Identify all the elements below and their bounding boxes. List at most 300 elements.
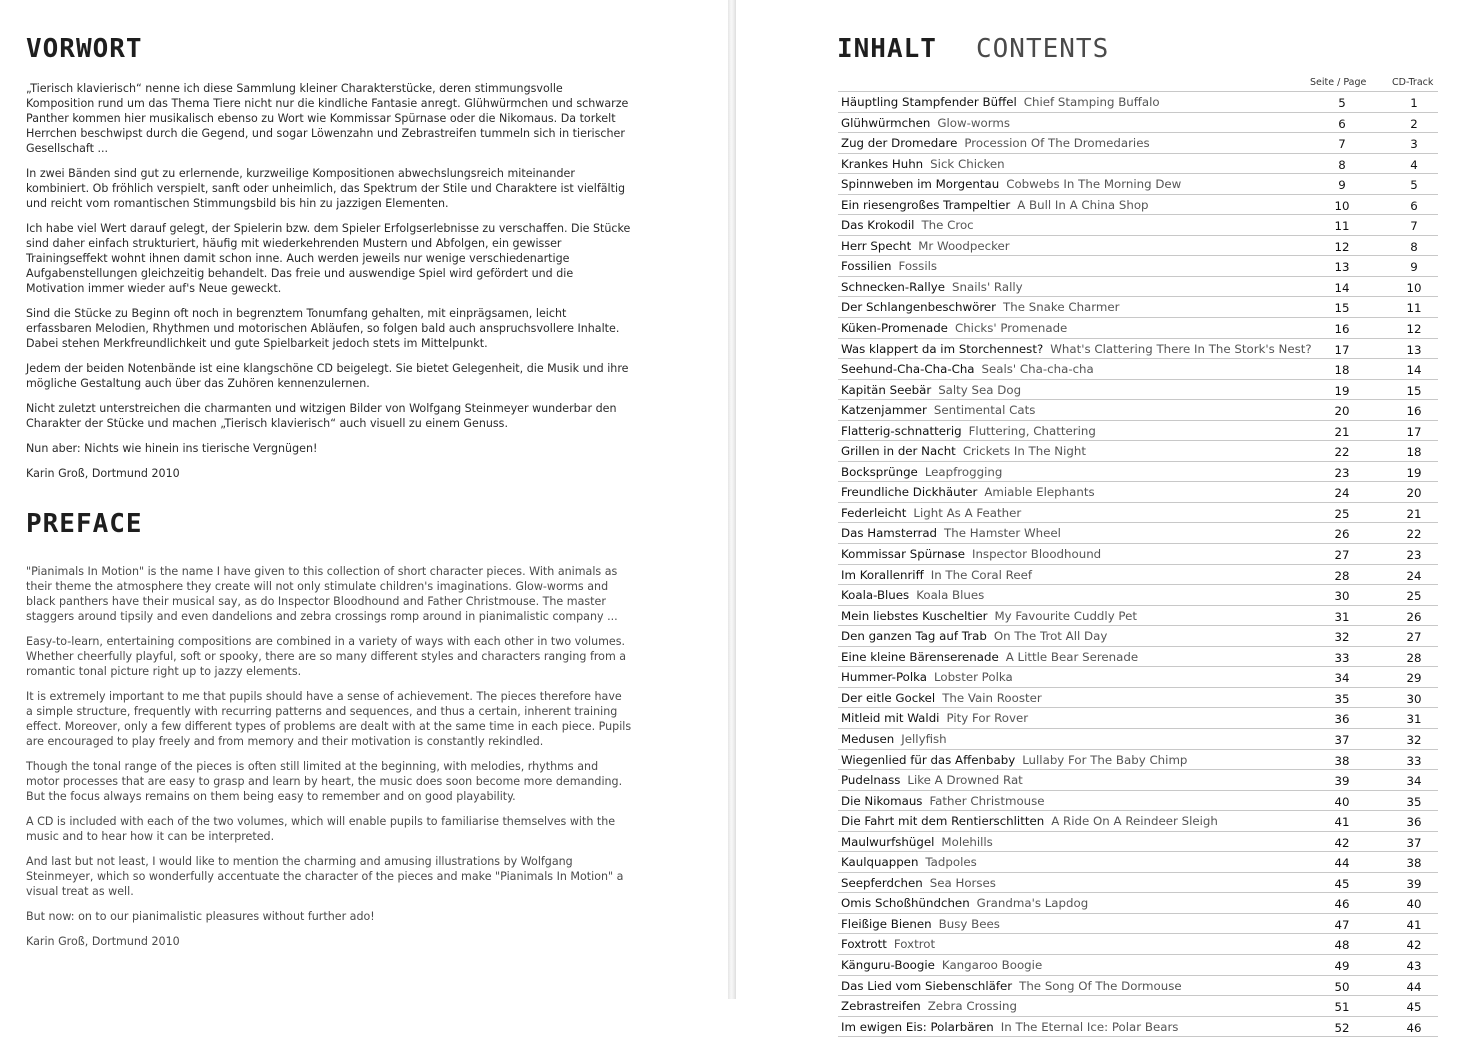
toc-cd-track: 28 (1406, 650, 1422, 665)
toc-page-number: 32 (1334, 630, 1350, 645)
toc-title-de (841, 278, 1023, 297)
toc-title-en: Pity For Rover (946, 711, 1029, 726)
toc-title-de-text: Omis Schoßhündchen (841, 896, 970, 911)
toc-cd-track: 33 (1406, 753, 1422, 768)
toc-title-de-text: Den ganzen Tag auf Trab (841, 629, 987, 644)
toc-title-en: My Favourite Cuddly Pet (994, 608, 1138, 623)
toc-title-en: Crickets In The Night (962, 444, 1086, 459)
toc-row (838, 318, 1438, 339)
toc-page-number: 25 (1334, 506, 1350, 521)
column-header-page: Seite / Page (1310, 77, 1367, 88)
toc-title-de-text: Küken-Promenade (841, 321, 948, 336)
toc-title-en: Jellyfish (901, 731, 947, 746)
toc-title-en: Sick Chicken (930, 156, 1005, 171)
toc-cd-track: 34 (1406, 774, 1422, 789)
toc-title-de-text: Kaulquappen (841, 855, 919, 870)
toc-cd-track: 39 (1406, 876, 1422, 891)
toc-title-de (841, 607, 1137, 626)
toc-title-en: Grandma's Lapdog (976, 896, 1089, 911)
toc-title-de-text: Fleißige Bienen (841, 916, 932, 931)
toc-row (838, 770, 1438, 791)
toc-page-number: 52 (1334, 1020, 1350, 1035)
toc-row (838, 565, 1438, 586)
toc-row (838, 852, 1438, 873)
toc-title-de (841, 422, 1096, 441)
toc-page-number: 47 (1334, 917, 1350, 932)
toc-title-en: Amiable Elephants (984, 485, 1095, 500)
contents-title-en: CONTENTS (976, 34, 1110, 64)
toc-title-de (841, 442, 1086, 461)
toc-title-de (841, 648, 1138, 667)
toc-title-de (841, 977, 1182, 996)
toc-row (838, 893, 1438, 914)
toc-row (838, 236, 1438, 257)
toc-title-de-text: Kapitän Seebär (841, 382, 932, 397)
toc-page-number: 37 (1334, 732, 1350, 747)
toc-title-de-text: Katzenjammer (841, 403, 927, 418)
toc-title-de (841, 1018, 1178, 1037)
toc-title-de-text: Koala-Blues (841, 588, 910, 603)
toc-row (838, 133, 1438, 154)
toc-cd-track: 14 (1406, 363, 1422, 378)
toc-title-de (841, 956, 1042, 975)
toc-cd-track: 24 (1406, 568, 1422, 583)
toc-page-number: 36 (1334, 712, 1350, 727)
toc-row (838, 791, 1438, 812)
toc-page-number: 24 (1334, 486, 1350, 501)
toc-cd-track: 20 (1406, 486, 1422, 501)
toc-row (838, 462, 1438, 483)
toc-page-number: 30 (1334, 589, 1350, 604)
toc-title-en: Molehills (941, 834, 993, 849)
toc-row (838, 503, 1438, 524)
vorwort-paragraph: Jedem der beiden Notenbände ist eine klangschöne CD beigelegt. Sie bietet Gelegenheit, die Musik und ihre mögliche Gestaltung auch über das Zuhören kennenzulernen. (26, 362, 629, 390)
toc-title-de-text: Seehund-Cha-Cha-Cha (841, 362, 975, 377)
toc-page-number: 42 (1334, 835, 1350, 850)
toc-title-de (841, 894, 1088, 913)
toc-title-de (841, 997, 1017, 1016)
contents-table (838, 92, 1438, 1037)
toc-row (838, 297, 1438, 318)
toc-title-de (841, 504, 1021, 523)
toc-row (838, 688, 1438, 709)
toc-cd-track: 15 (1406, 383, 1422, 398)
toc-title-de (841, 874, 996, 893)
toc-row (838, 873, 1438, 894)
vorwort-paragraph: Karin Groß, Dortmund 2010 (26, 467, 180, 480)
toc-title-en: In The Eternal Ice: Polar Bears (1000, 1019, 1179, 1034)
toc-title-de (841, 483, 1095, 502)
toc-row (838, 113, 1438, 134)
toc-title-de (841, 360, 1094, 379)
toc-cd-track: 10 (1406, 280, 1422, 295)
toc-cd-track: 8 (1410, 239, 1418, 254)
toc-title-de (841, 134, 1150, 153)
toc-cd-track: 17 (1406, 424, 1422, 439)
toc-cd-track: 5 (1410, 178, 1418, 193)
preface-paragraph: "Pianimals In Motion" is the name I have given to this collection of short character pieces. With animals as their theme the atmosphere they create will not only stimulate children's imaginations. Glow-worms and black panthers have their musical say, as do Inspector Bloodhound and Father Christmouse. The master staggers around tipsily and even dandelions and zebra crossings romp around in pianimalistic company ... (26, 565, 618, 623)
toc-page-number: 20 (1334, 404, 1350, 419)
toc-title-de (841, 381, 1021, 400)
toc-cd-track: 46 (1406, 1020, 1422, 1035)
toc-cd-track: 41 (1406, 917, 1422, 932)
toc-row (838, 523, 1438, 544)
toc-title-en: Cobwebs In The Morning Dew (1006, 177, 1182, 192)
vorwort-paragraph: In zwei Bänden sind gut zu erlernende, kurzweilige Kompositionen abwechslungsreich miteinander kombiniert. Ob fröhlich verspielt, sanft oder unheimlich, das Spektrum der Stile und Charaktere ist vielfältig und reicht vom romantischen Stimmungsbild bis hin zu jazzigen Elementen. (26, 167, 626, 210)
toc-title-en: Father Christmouse (929, 793, 1045, 808)
vorwort-paragraph: Sind die Stücke zu Beginn oft noch in begrenztem Tonumfang gehalten, mit einprägsamen, leicht erfassbaren Melodien, Rhythmen und motorischen Abläufen, so folgen bald auch anspruchsvollere Inhalte. Dabei stehen Merkfreundlichkeit und gute Spielbarkeit jedoch stets im Mittelpunkt. (26, 307, 620, 350)
toc-row (838, 256, 1438, 277)
toc-title-en: A Little Bear Serenade (1005, 649, 1139, 664)
contents-title-de: INHALT (837, 34, 937, 64)
toc-title-de (841, 812, 1218, 831)
toc-cd-track: 13 (1406, 342, 1422, 357)
toc-title-en: A Bull In A China Shop (1017, 197, 1149, 212)
toc-page-number: 23 (1334, 465, 1350, 480)
toc-row (838, 976, 1438, 997)
toc-row (838, 339, 1438, 360)
toc-cd-track: 40 (1406, 897, 1422, 912)
toc-cd-track: 29 (1406, 671, 1422, 686)
toc-title-de-text: Schnecken-Rallye (841, 279, 946, 294)
toc-title-de-text: Die Fahrt mit dem Rentierschlitten (841, 814, 1045, 829)
toc-page-number: 16 (1334, 322, 1350, 337)
toc-page-number: 19 (1334, 383, 1350, 398)
toc-row (838, 606, 1438, 627)
toc-row (838, 934, 1438, 955)
toc-title-de (841, 216, 974, 235)
toc-cd-track: 19 (1406, 465, 1422, 480)
toc-title-en: Kangaroo Boogie (941, 957, 1043, 972)
toc-row (838, 277, 1438, 298)
toc-row (838, 667, 1438, 688)
vorwort-title: VORWORT (26, 34, 143, 64)
toc-title-de-text: Im Korallenriff (841, 567, 924, 582)
toc-title-de-text: Kommissar Spürnase (841, 547, 965, 562)
toc-title-en: In The Coral Reef (930, 567, 1033, 582)
toc-row (838, 92, 1438, 113)
toc-page-number: 17 (1334, 342, 1350, 357)
toc-title-de-text: Im ewigen Eis: Polarbären (841, 1019, 994, 1034)
toc-row (838, 708, 1438, 729)
toc-row (838, 1017, 1438, 1038)
toc-title-en: Chief Stamping Buffalo (1023, 95, 1160, 109)
toc-cd-track: 36 (1406, 815, 1422, 830)
toc-title-en: The Croc (921, 218, 974, 233)
toc-title-de-text: Fossilien (841, 259, 892, 274)
toc-title-de-text: Das Krokodil (841, 218, 915, 233)
toc-cd-track: 30 (1406, 691, 1422, 706)
toc-cd-track: 11 (1406, 301, 1422, 316)
toc-title-en: Snails' Rally (952, 279, 1023, 294)
toc-title-en: What's Clattering There In The Stork's Nest? (1050, 341, 1312, 356)
toc-title-en: Sentimental Cats (933, 403, 1036, 418)
book-gutter (728, 0, 736, 999)
toc-title-de-text: Federleicht (841, 505, 907, 520)
toc-row (838, 359, 1438, 380)
toc-title-en: Like A Drowned Rat (907, 773, 1023, 788)
toc-cd-track: 27 (1406, 630, 1422, 645)
preface-title: PREFACE (26, 509, 143, 539)
toc-title-de-text: Glühwürmchen (841, 115, 931, 130)
toc-title-de (841, 401, 1035, 420)
toc-title-de (841, 319, 1067, 338)
toc-title-en: The Snake Charmer (1003, 300, 1120, 315)
toc-title-en: Busy Bees (938, 916, 1000, 931)
toc-row (838, 482, 1438, 503)
toc-row (838, 626, 1438, 647)
toc-title-en: On The Trot All Day (993, 629, 1108, 644)
toc-cd-track: 26 (1406, 609, 1422, 624)
toc-page-number: 39 (1334, 774, 1350, 789)
toc-title-en: Leapfrogging (924, 464, 1003, 479)
toc-row (838, 914, 1438, 935)
toc-title-en: Zebra Crossing (927, 999, 1017, 1014)
toc-title-en: Foxtrot (893, 937, 936, 952)
toc-page-number: 15 (1334, 301, 1350, 316)
toc-title-de (841, 257, 937, 276)
toc-row (838, 811, 1438, 832)
toc-title-en: Fluttering, Chattering (968, 423, 1096, 438)
toc-title-de-text: Das Lied vom Siebenschläfer (841, 978, 1013, 993)
toc-title-en: Inspector Bloodhound (971, 547, 1102, 562)
preface-paragraph: It is extremely important to me that pupils should have a sense of achievement. The pieces therefore have a simple structure, frequently with recurring patterns and sequences, and thus a certain, inherent training effect. Moreover, only a few different types of problems are dealt with at the same time in each piece. Pupils are encouraged to play freely and from memory and their motivation is constantly rekindled. (26, 690, 632, 748)
toc-title-en: Glow-worms (937, 115, 1011, 130)
toc-title-de (841, 751, 1187, 770)
toc-page-number: 12 (1334, 239, 1350, 254)
toc-page-number: 34 (1334, 671, 1350, 686)
toc-row (838, 955, 1438, 976)
preface-paragraph: But now: on to our pianimalistic pleasures without further ado! (26, 910, 375, 923)
toc-row (838, 195, 1438, 216)
toc-page-number: 28 (1334, 568, 1350, 583)
toc-cd-track: 35 (1406, 794, 1422, 809)
toc-row (838, 441, 1438, 462)
toc-title-de (841, 668, 1013, 687)
toc-page-number: 8 (1338, 157, 1346, 172)
toc-row (838, 380, 1438, 401)
toc-row (838, 215, 1438, 236)
toc-title-en: Fossils (898, 259, 938, 274)
toc-title-de (841, 853, 977, 872)
toc-cd-track: 16 (1406, 404, 1422, 419)
toc-page-number: 7 (1338, 137, 1346, 152)
toc-title-de-text: Spinnweben im Morgentau (841, 177, 1000, 192)
toc-page-number: 46 (1334, 897, 1350, 912)
toc-title-de (841, 93, 1160, 112)
toc-title-de-text: Pudelnass (841, 773, 901, 788)
preface-paragraph: And last but not least, I would like to mention the charming and amusing illustrations by Wolfgang Steinmeyer, which so wonderfully accentuate the character of the pieces and make "Pianimals In Motion" a visual treat as well. (26, 855, 624, 898)
toc-row (838, 832, 1438, 853)
toc-cd-track: 25 (1406, 589, 1422, 604)
toc-page-number: 38 (1334, 753, 1350, 768)
toc-title-de (841, 463, 1002, 482)
toc-page-number: 44 (1334, 856, 1350, 871)
left-page (0, 0, 728, 999)
toc-cd-track: 32 (1406, 732, 1422, 747)
toc-title-de (841, 792, 1045, 811)
toc-page-number: 35 (1334, 691, 1350, 706)
toc-title-de (841, 298, 1120, 317)
toc-page-number: 11 (1334, 219, 1350, 234)
toc-title-en: Lullaby For The Baby Chimp (1022, 752, 1188, 767)
toc-row (838, 729, 1438, 750)
toc-row (838, 585, 1438, 606)
toc-title-en: Koala Blues (916, 588, 985, 603)
toc-page-number: 26 (1334, 527, 1350, 542)
toc-page-number: 18 (1334, 363, 1350, 378)
toc-title-de-text: Häuptling Stampfender Büffel (841, 95, 1017, 109)
toc-page-number: 51 (1334, 1000, 1350, 1015)
toc-title-en: The Vain Rooster (942, 690, 1042, 705)
toc-title-de (841, 730, 947, 749)
toc-page-number: 9 (1338, 178, 1346, 193)
toc-page-number: 40 (1334, 794, 1350, 809)
toc-title-de-text: Herr Specht (841, 238, 912, 253)
toc-title-de-text: Foxtrott (841, 937, 887, 952)
toc-title-de-text: Flatterig-schnatterig (841, 423, 962, 438)
toc-cd-track: 45 (1406, 1000, 1422, 1015)
preface-paragraph: Easy-to-learn, entertaining compositions are combined in a variety of ways with each other in two volumes. Whether cheerfully playful, soft or spooky, there are so many different styles and characters ranging from a romantic tonal picture right up to jazzy elements. (26, 635, 627, 678)
toc-page-number: 10 (1334, 198, 1350, 213)
toc-page-number: 13 (1334, 260, 1350, 275)
toc-title-en: The Song Of The Dormouse (1019, 978, 1182, 993)
toc-title-de-text: Krankes Huhn (841, 156, 924, 171)
toc-cd-track: 3 (1410, 137, 1418, 152)
toc-row (838, 544, 1438, 565)
preface-paragraph: A CD is included with each of the two volumes, which will enable pupils to familiarise themselves with the music and to hear how it can be interpreted. (26, 815, 616, 843)
toc-title-de (841, 114, 1010, 133)
toc-title-de (841, 586, 984, 605)
toc-row (838, 174, 1438, 195)
toc-title-de-text: Seepferdchen (841, 875, 923, 890)
toc-title-de (841, 771, 1023, 790)
toc-cd-track: 7 (1410, 219, 1418, 234)
toc-row (838, 400, 1438, 421)
toc-title-de-text: Hummer-Polka (841, 670, 927, 685)
toc-page-number: 45 (1334, 876, 1350, 891)
toc-title-de (841, 935, 935, 954)
toc-title-en: Chicks' Promenade (954, 321, 1068, 336)
toc-title-en: Light As A Feather (913, 505, 1022, 520)
toc-cd-track: 38 (1406, 856, 1422, 871)
toc-row (838, 647, 1438, 668)
toc-cd-track: 22 (1406, 527, 1422, 542)
vorwort-paragraph: Nicht zuletzt unterstreichen die charmanten und witzigen Bilder von Wolfgang Steinmeyer wunderbar den Charakter der Stücke und machen „Tierisch klavierisch“ auch visuell zu einem Genuss. (26, 402, 617, 430)
toc-cd-track: 12 (1406, 322, 1422, 337)
toc-cd-track: 21 (1406, 506, 1422, 521)
vorwort-paragraph: „Tierisch klavierisch“ nenne ich diese Sammlung kleiner Charakterstücke, deren stimmungsvolle Komposition rund um das Thema Tiere nicht nur die kindliche Fantasie anregt. Glühwürmchen und schwarze Panther kommen hier musikalisch ebenso zu Wort wie Kommissar Spürnase oder die Nikomaus. Da torkelt Herrchen beschwipst durch die Gegend, und sogar Löwenzahn und Zebrastreifen tummeln sich in tierischer Gesellschaft ... (26, 82, 629, 155)
toc-cd-track: 43 (1406, 958, 1422, 973)
toc-title-de (841, 709, 1028, 728)
toc-page-number: 5 (1338, 96, 1346, 110)
toc-cd-track: 23 (1406, 548, 1422, 563)
toc-title-de-text: Maulwurfshügel (841, 834, 935, 849)
toc-title-de-text: Mein liebstes Kuscheltier (841, 608, 988, 623)
toc-page-number: 50 (1334, 979, 1350, 994)
toc-title-de-text: Die Nikomaus (841, 793, 923, 808)
toc-row (838, 421, 1438, 442)
vorwort-paragraph: Nun aber: Nichts wie hinein ins tierische Vergnügen! (26, 442, 318, 455)
toc-cd-track: 4 (1410, 157, 1418, 172)
toc-title-de-text: Mitleid mit Waldi (841, 711, 940, 726)
toc-title-en: The Hamster Wheel (944, 526, 1061, 541)
toc-cd-track: 44 (1406, 979, 1422, 994)
toc-title-de-text: Der Schlangenbeschwörer (841, 300, 997, 315)
toc-row (838, 996, 1438, 1017)
toc-title-en: Mr Woodpecker (918, 238, 1010, 253)
toc-title-de-text: Wiegenlied für das Affenbaby (841, 752, 1016, 767)
toc-title-de (841, 196, 1149, 215)
toc-title-de (841, 689, 1042, 708)
toc-title-de-text: Eine kleine Bärenserenade (841, 649, 999, 664)
toc-title-en: Salty Sea Dog (938, 382, 1022, 397)
toc-row (838, 154, 1438, 175)
toc-page-number: 21 (1334, 424, 1350, 439)
toc-cd-track: 6 (1410, 198, 1418, 213)
toc-title-de (841, 237, 1010, 256)
toc-title-de (841, 833, 993, 852)
toc-title-de-text: Grillen in der Nacht (841, 444, 956, 459)
toc-title-de-text: Freundliche Dickhäuter (841, 485, 978, 500)
vorwort-text (26, 81, 632, 491)
toc-title-en: Seals' Cha-cha-cha (981, 362, 1094, 377)
toc-cd-track: 31 (1406, 712, 1422, 727)
toc-title-de (841, 627, 1107, 646)
toc-title-de-text: Bocksprünge (841, 464, 918, 479)
toc-title-de-text: Känguru-Boogie (841, 957, 935, 972)
toc-page-number: 49 (1334, 958, 1350, 973)
toc-page-number: 22 (1334, 445, 1350, 460)
toc-cd-track: 18 (1406, 445, 1422, 460)
toc-title-de (841, 545, 1101, 564)
toc-title-en: Lobster Polka (933, 670, 1013, 685)
toc-title-de-text: Zebrastreifen (841, 999, 921, 1014)
toc-page-number: 48 (1334, 938, 1350, 953)
toc-title-de-text: Medusen (841, 731, 895, 746)
toc-title-de (841, 340, 1312, 359)
vorwort-paragraph: Ich habe viel Wert darauf gelegt, der Spielerin bzw. dem Spieler Erfolgserlebnisse zu verschaffen. Die Stücke sind daher einfach strukturiert, häufig mit wiederkehrenden Mustern und Abfolgen, ein gewisser Trainingseffekt wohnt ihnen damit schon inne. Auch werden jeweils nur wenige verschiedenartige Aufgabenstellungen gleichzeitig behandelt. Das freie und auswendige Spiel wird gefördert und die Motivation immer wieder auf's Neue geweckt. (26, 222, 631, 295)
toc-page-number: 33 (1334, 650, 1350, 665)
toc-page-number: 14 (1334, 280, 1350, 295)
preface-paragraph: Karin Groß, Dortmund 2010 (26, 935, 180, 948)
toc-page-number: 6 (1338, 116, 1346, 131)
toc-title-de (841, 155, 1005, 174)
toc-title-en: Tadpoles (925, 855, 977, 870)
toc-page-number: 31 (1334, 609, 1350, 624)
toc-title-de (841, 175, 1181, 194)
toc-title-de-text: Was klappert da im Storchennest? (841, 341, 1044, 356)
preface-text (26, 564, 632, 959)
toc-page-number: 41 (1334, 815, 1350, 830)
toc-title-de-text: Zug der Dromedare (841, 136, 958, 151)
toc-page-number: 27 (1334, 548, 1350, 563)
toc-title-en: Sea Horses (929, 875, 996, 890)
toc-title-de-text: Ein riesengroßes Trampeltier (841, 197, 1011, 212)
toc-cd-track: 37 (1406, 835, 1422, 850)
toc-title-de-text: Der eitle Gockel (841, 690, 936, 705)
toc-cd-track: 1 (1410, 96, 1418, 110)
toc-title-de (841, 566, 1032, 585)
toc-title-de (841, 524, 1061, 543)
toc-title-en: A Ride On A Reindeer Sleigh (1051, 814, 1218, 829)
column-header-track: CD-Track (1392, 77, 1434, 88)
preface-paragraph: Though the tonal range of the pieces is often still limited at the beginning, with melodies, rhythms and motor processes that are easy to grasp and learn by heart, the music does soon become more demanding. But the focus always remains on them being easy to remember and on good playability. (26, 760, 623, 803)
toc-cd-track: 42 (1406, 938, 1422, 953)
toc-cd-track: 2 (1410, 116, 1418, 131)
toc-title-de (841, 915, 1000, 934)
toc-row (838, 750, 1438, 771)
